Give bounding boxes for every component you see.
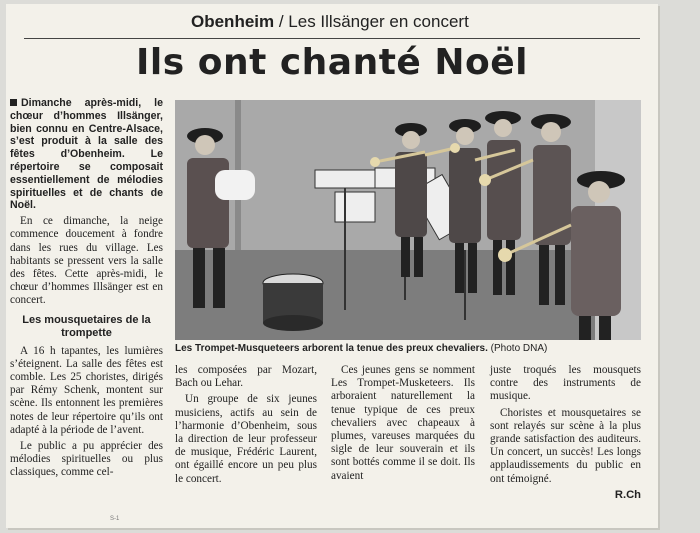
kicker-town: Obenheim — [191, 12, 275, 31]
folio-mark: S-1 — [110, 516, 120, 522]
photo-credit: (Photo DNA) — [490, 343, 548, 354]
lead-paragraph — [10, 97, 163, 212]
author-signature: R.Ch — [614, 488, 641, 501]
paragraph: Choristes et mousquetaires se sont relayés sur scène à la plus grande satisfaction des auditeurs. Un concert, un succès! Les longs applaudissements du public en ont témoigné. — [490, 406, 641, 485]
photo-caption — [175, 343, 645, 354]
paragraph: Le public a pu apprécier des mélodies spirituelles ou plus classiques, comme cel- — [10, 440, 163, 479]
column-4 — [490, 364, 641, 502]
column-1 — [10, 97, 163, 483]
musicians-illustration — [175, 100, 641, 340]
header-rule — [24, 38, 640, 39]
kicker-topic: Les Illsänger en concert — [288, 12, 469, 31]
column-3 — [331, 364, 475, 486]
caption-text: Les Trompet-Musqueteers arborent la tenue des preux chevaliers. — [175, 343, 488, 354]
subheading: Les mousquetaires de la trompette — [22, 313, 151, 339]
kicker-separator: / — [274, 12, 289, 31]
kicker-line — [191, 12, 469, 32]
page-title: Ils ont chanté Noël — [136, 42, 528, 83]
paragraph: Ces jeunes gens se nomment Les Trompet-Musketeers. Ils arboraient naturellement la tenue typique de ces preux chevaliers avec chapeaux à plumes, vareuses marquées du sigle de leur souverain et ils sont bottés comme il se doit. Ils avaient — [331, 364, 475, 482]
paragraph: juste troqués les mousquets contre des instruments de musique. — [490, 364, 641, 403]
lead-bullet-icon — [10, 99, 17, 106]
lead-text: Dimanche après-midi, le chœur d’hommes Illsänger, bien connu en Centre-Alsace, s’est produit à la salle des fêtes d’Obenheim. Le répertoire se composait essentiellement de mélodies spirituelles et de chants de Noël. — [10, 97, 163, 212]
newspaper-clipping — [6, 4, 658, 528]
column-2 — [175, 364, 317, 489]
paragraph: En ce dimanche, la neige commence doucement à fondre dans les rues du village. Les habitants se pressent vers la salle des fêtes. Cette après-midi, le chœur d’hommes Illsänger est en concert. — [10, 215, 163, 307]
paragraph: les composées par Mozart, Bach ou Lehar. — [175, 364, 317, 390]
paragraph: Un groupe de six jeunes musiciens, actifs au sein de l’harmonie d’Obenheim, sous la direction de leur professeur de musique, Frédéric Laurent, ont égaillé encore un peu plus le concert. — [175, 393, 317, 485]
paragraph: A 16 h tapantes, les lumières s’éteignent. La salle des fêtes est comble. Les 25 choristes, dirigés par Rémy Schenk, montent sur scène. Ils entonnent les premières notes de leur répertoire qu’ils ont adapté à la période de l’avent. — [10, 344, 163, 436]
article-photo — [175, 100, 641, 340]
